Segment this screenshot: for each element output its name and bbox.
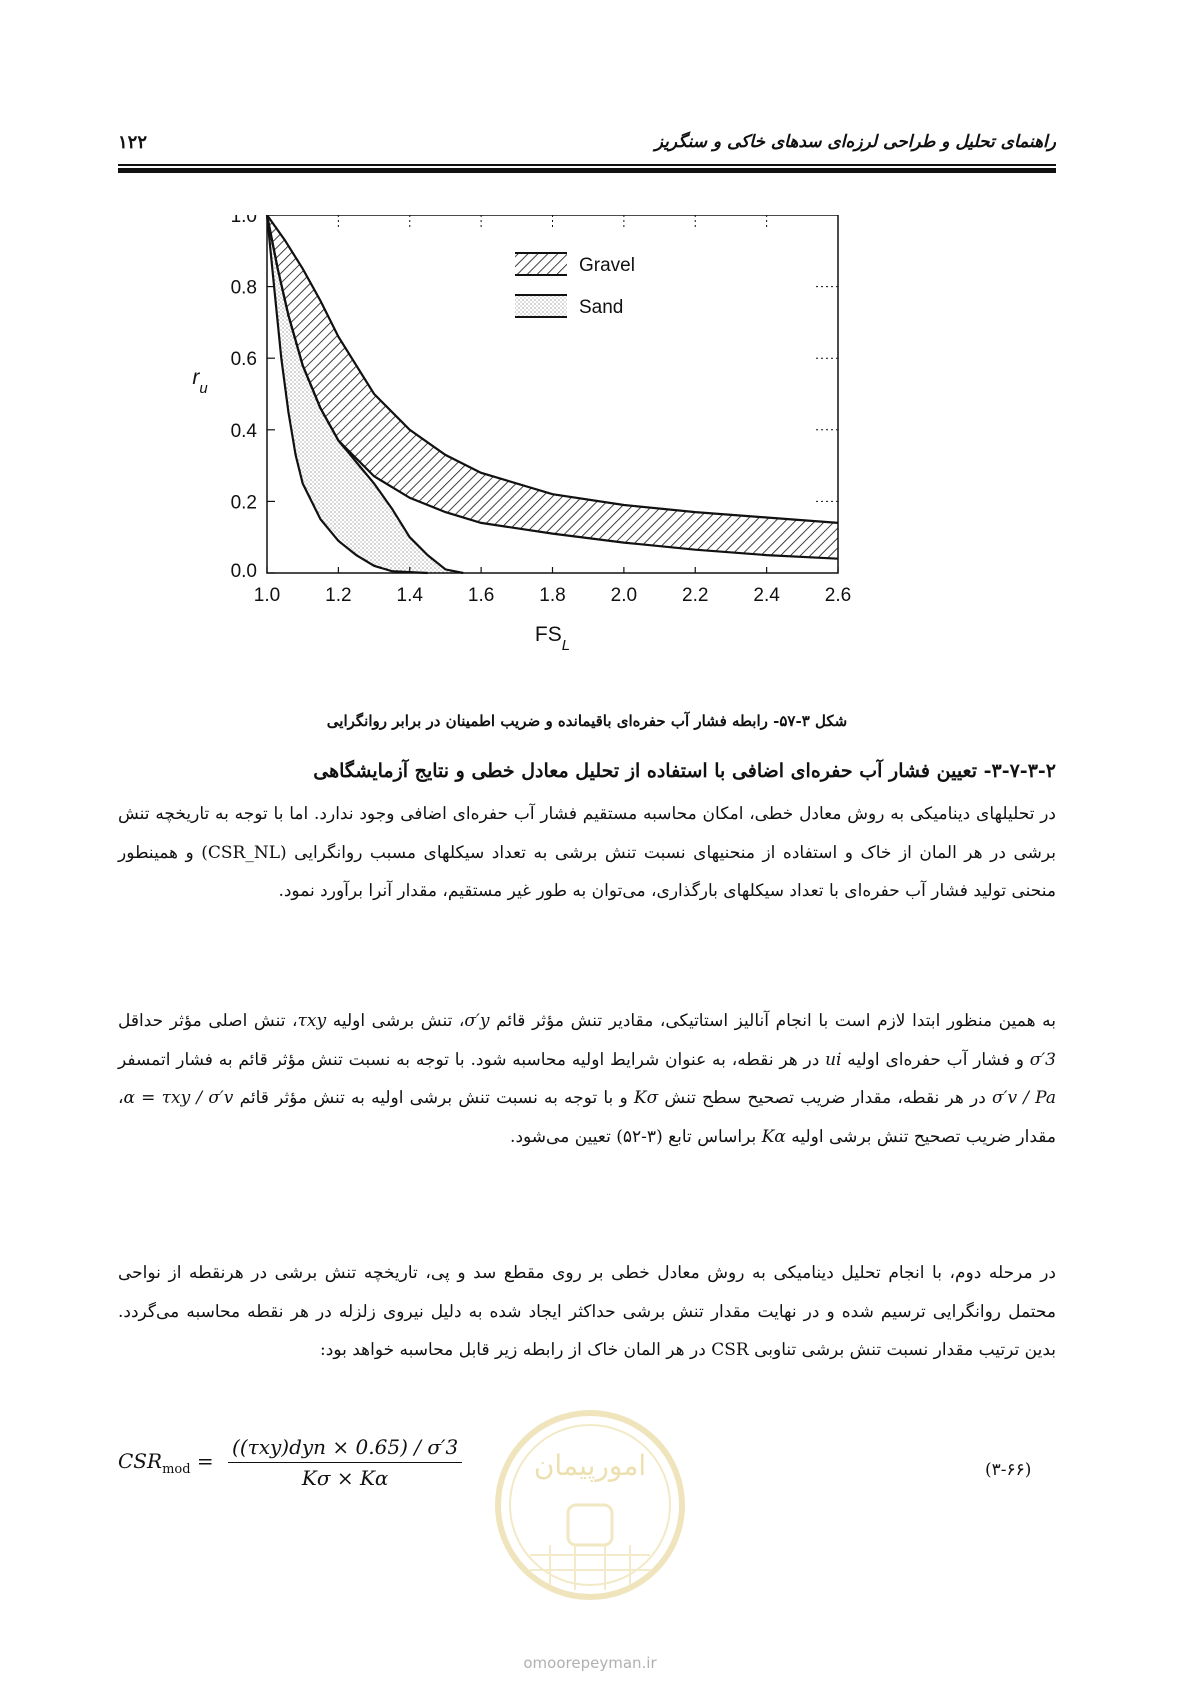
y-tick-label: 0.0 — [230, 561, 257, 582]
equation-number: (۳-۶۶) — [985, 1460, 1032, 1480]
section-heading: ۳-۷-۳-۲- تعیین فشار آب حفره‌ای اضافی با استفاده از تحلیل معادل خطی و نتایج آزمایشگاهی — [313, 760, 1056, 782]
y-tick-label: 0.4 — [230, 420, 257, 442]
y-axis-label: $r_u$ — [192, 366, 208, 397]
svg-text:امورپیمان: امورپیمان — [533, 1449, 647, 1482]
header-rule-thick — [118, 168, 1056, 173]
x-tick-label: 2.2 — [682, 585, 709, 606]
watermark-url: omoorepeyman.ir — [523, 1654, 657, 1672]
page-header — [118, 132, 1056, 172]
x-tick-label: 2.6 — [824, 585, 852, 606]
x-tick-label: 2.0 — [610, 585, 638, 606]
equation-numerator: ((τxy)dyn × 0.65) / σ′3 — [228, 1435, 462, 1463]
equation-csr-mod — [118, 1435, 462, 1490]
p2-symbol-alpha: α = τxy / σ′v — [123, 1088, 234, 1108]
p2-text-g: و با توجه به نسبت تنش برشی اولیه به تنش مؤثر قائم — [233, 1088, 634, 1108]
legend-label-sand: Sand — [579, 297, 624, 318]
figure-ru-fs — [190, 215, 940, 695]
p2-symbol-sigma-pa: σ′v / Pa — [992, 1088, 1056, 1108]
running-title: راهنمای تحلیل و طراحی لرزه‌ای سدهای خاکی و سنگریز — [654, 132, 1056, 152]
x-axis-label-sub: L — [561, 636, 571, 654]
p2-symbol-k-alpha: Kα — [761, 1126, 786, 1147]
x-tick-label: 1.2 — [325, 585, 352, 606]
equation-fraction — [228, 1435, 462, 1490]
p2-text-d: و فشار آب حفره‌ای اولیه — [841, 1049, 1030, 1070]
p2-text-a: به همین منظور ابتدا لازم است با انجام آنالیز استاتیکی، مقادیر تنش مؤثر قائم — [489, 1011, 1056, 1031]
y-tick-label: 0.6 — [230, 349, 257, 371]
y-tick-label: 1.0 — [230, 215, 257, 227]
p2-symbol-sigma-3: σ′3 — [1029, 1049, 1056, 1070]
x-tick-label: 2.4 — [753, 585, 780, 606]
figure-caption: شکل ۳-۵۷- رابطه فشار آب حفره‌ای باقیمانده و ضریب اطمینان در برابر روانگرایی — [326, 712, 848, 730]
ru-vs-fs-chart — [190, 215, 940, 695]
paragraph-3: در مرحله دوم، با انجام تحلیل دینامیکی به روش معادل خطی بر روی مقطع سد و پی، تاریخچه تنش برشی در هرنقطه از نواحی محتمل روانگرایی ترسیم شده و در نهایت مقدار تنش برشی حداکثر ایجاد شده به دلیل نیروی زلزله در هر نقطه محاسبه می‌گردد. بدین ترتیب مقدار نسبت تنش برشی تناوبی CSR در هر المان خاک از رابطه زیر قابل محاسبه خواهد بود: — [118, 1263, 1056, 1360]
x-axis-label: $FS_L$ — [534, 623, 571, 654]
p2-text-i: براساس تابع (۳-۵۲) تعیین می‌شود. — [510, 1126, 762, 1147]
p2-symbol-ui: ui — [825, 1049, 842, 1070]
equation-lhs-sub: mod — [162, 1462, 191, 1477]
equation-denominator: Kσ × Kα — [301, 1466, 389, 1490]
page-number: ۱۲۲ — [118, 132, 148, 153]
x-tick-label: 1.4 — [396, 585, 423, 606]
p2-text-h: ، مقدار ضریب تصحیح تنش برشی اولیه — [118, 1088, 1056, 1147]
x-tick-label: 1.0 — [253, 585, 281, 606]
header-rule-thin — [118, 164, 1056, 166]
legend-swatch-gravel — [515, 253, 567, 275]
watermark-seal — [490, 1405, 690, 1605]
equals-sign: = — [196, 1449, 221, 1473]
legend-swatch-sand — [515, 295, 567, 317]
legend-label-gravel: Gravel — [579, 255, 635, 276]
p2-text-e: در هر نقطه، به عنوان شرایط اولیه محاسبه شود. با توجه به نسبت تنش مؤثر قائم به فشار اتمسفر — [118, 1049, 826, 1070]
y-tick-label: 0.8 — [230, 277, 257, 299]
p2-symbol-tau-xy: τxy — [297, 1011, 327, 1031]
p2-text-b: ، تنش برشی اولیه — [326, 1011, 465, 1031]
paragraph-2 — [118, 1002, 1056, 1156]
paragraph-1: در تحلیلهای دینامیکی به روش معادل خطی، امکان محاسبه مستقیم فشار آب حفره‌ای اضافی وجود ندارد. اما با توجه به تاریخچه تنش برشی در هر المان از خاک و استفاده از منحنیهای نسبت تنش برشی به تعداد سیکلهای مسبب روانگرایی (CSR_NL) و همینطور منحنی تولید فشار آب حفره‌ای با تعداد سیکلهای بارگذاری، می‌توان به طور غیر مستقیم، مقدار آنرا برآورد نمود. — [118, 804, 1056, 901]
p2-symbol-sigma-y: σ′y — [464, 1011, 490, 1031]
y-tick-label: 0.2 — [230, 492, 257, 514]
p2-text-c: ، تنش اصلی مؤثر حداقل — [118, 1011, 298, 1031]
p2-symbol-k-sigma: Kσ — [633, 1088, 659, 1108]
y-axis-label-sub: u — [199, 379, 208, 397]
x-tick-label: 1.6 — [467, 585, 495, 606]
p2-text-f: در هر نقطه، مقدار ضریب تصحیح سطح تنش — [658, 1088, 992, 1108]
x-tick-label: 1.8 — [539, 585, 566, 606]
equation-lhs: CSR — [118, 1449, 163, 1473]
